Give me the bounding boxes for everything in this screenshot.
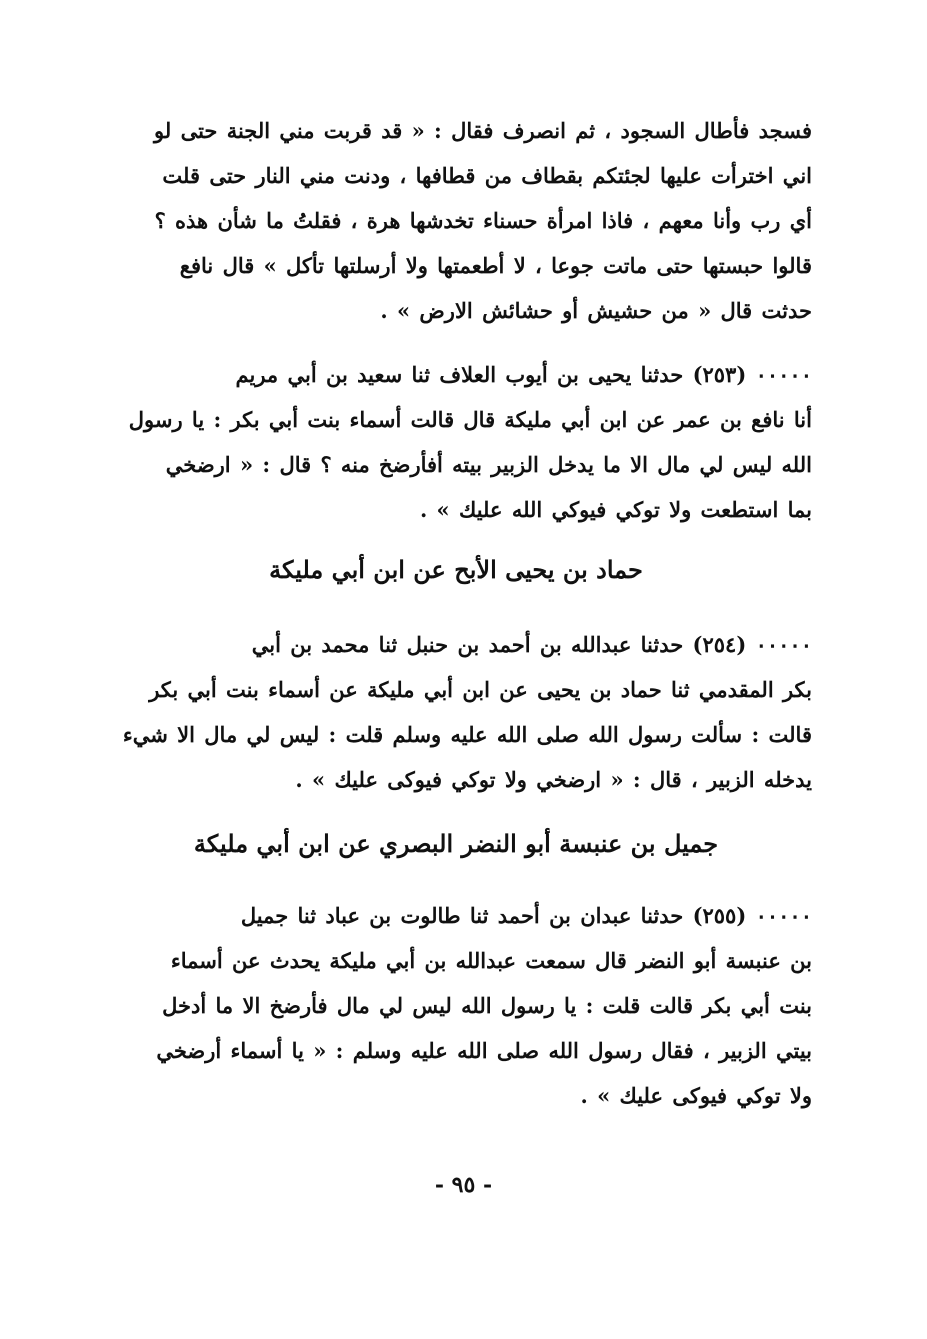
text-line: بنت أبي بكر قالت قلت : يا رسول الله ليس لي مال فأرضخ الا ما أدخل	[162, 993, 812, 1018]
text-line: بيتي الزبير ، فقال رسول الله صلى الله عليه وسلم : « يا أسماء أرضخي	[156, 1038, 812, 1063]
paragraph-continuation	[100, 108, 812, 333]
text-line: ولا توكي فيوكى عليك » .	[580, 1083, 812, 1108]
text-line: ٠٠٠٠٠ (٢٥٣) حدثنا يحيى بن أيوب العلاف ثنا سعيد بن أبي مريم	[235, 362, 812, 387]
text-line: أنا نافع بن عمر عن ابن أبي مليكة قال قالت أسماء بنت أبي بكر : يا رسول	[128, 407, 812, 432]
text-line: بكر المقدمي ثنا حماد بن يحيى عن ابن أبي مليكة عن أسماء بنت أبي بكر	[149, 677, 812, 702]
section-heading: حماد بن يحيى الأبح عن ابن أبي مليكة	[269, 555, 643, 584]
text-line: قالوا حبستها حتى ماتت جوعا ، لا أطعمتها ولا أرسلتها تأكل » قال نافع	[179, 253, 812, 278]
hadith-254	[100, 622, 812, 802]
text-line: ٠٠٠٠٠ (٢٥٤) حدثنا عبدالله بن أحمد بن حنبل ثنا محمد بن أبي	[251, 632, 812, 657]
text-line: ٠٠٠٠٠ (٢٥٥) حدثنا عبدان بن أحمد ثنا طالوت بن عباد ثنا جميل	[240, 903, 812, 928]
text-line: فسجد فأطال السجود ، ثم انصرف فقال : « قد قربت مني الجنة حتى لو	[154, 118, 812, 143]
page-number: - ٩٥ -	[434, 1172, 493, 1198]
text-line: حدثت قال « من حشيش أو حشائش الارض » .	[380, 298, 812, 323]
section-heading: جميل بن عنبسة أبو النضر البصري عن ابن أبي مليكة	[193, 829, 719, 858]
text-line: بن عنبسة أبو النضر قال سمعت عبدالله بن أبي مليكة يحدث عن أسماء	[170, 948, 812, 973]
text-line: قالت : سألت رسول الله صلى الله عليه وسلم قلت : ليس لي مال الا شيء	[122, 722, 812, 747]
hadith-255	[100, 893, 812, 1118]
text-line: أي رب وأنا معهم ، فاذا امرأة حسناء تخدشها هرة ، فقلتُ ما شأن هذه ؟	[154, 208, 812, 233]
hadith-253	[100, 352, 812, 532]
text-line: بما استطعت ولا توكي فيوكي الله عليك » .	[419, 497, 812, 522]
text-line: يدخله الزبير ، قال : « ارضخي ولا توكي فيوكى عليك » .	[295, 767, 812, 792]
text-line: الله ليس لي مال الا ما يدخل الزبير بيته أفأرضخ منه ؟ قال : « ارضخي	[165, 452, 812, 477]
text-line: اني اخترأت عليها لجئتكم بقطاف من قطافها ، ودنت مني النار حتى قلت	[162, 163, 812, 188]
